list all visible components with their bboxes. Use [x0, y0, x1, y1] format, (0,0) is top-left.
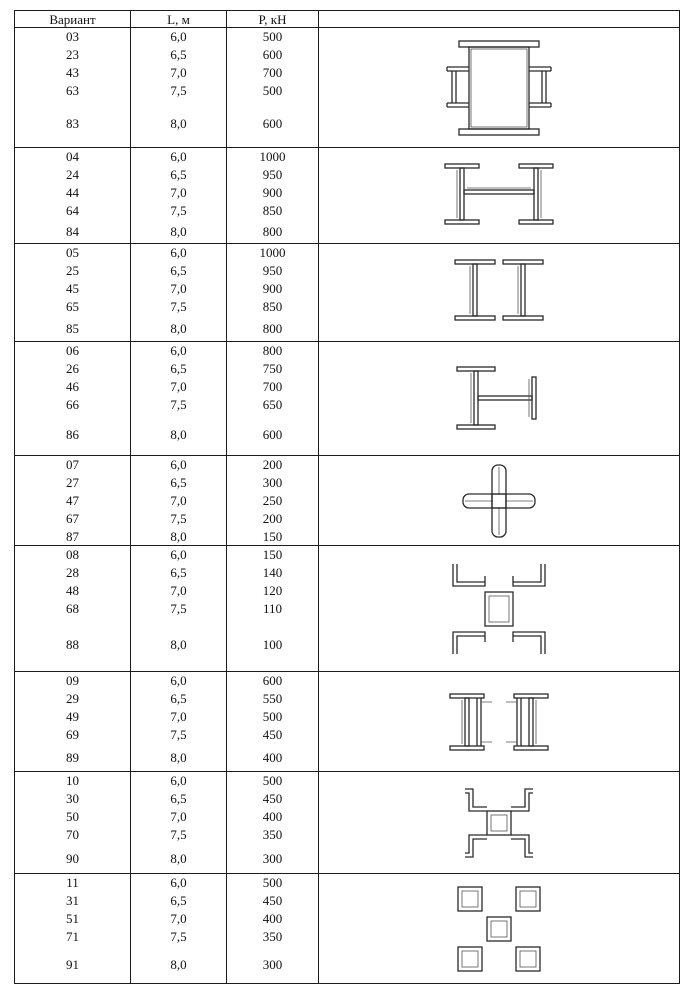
length-cell: 7,0 [131, 378, 227, 396]
header-section [319, 11, 680, 28]
load-cell: 100 [227, 618, 319, 672]
section-figure-cell [319, 244, 680, 342]
load-cell: 250 [227, 492, 319, 510]
length-cell: 6,0 [131, 28, 227, 46]
table-row [15, 874, 680, 892]
length-cell: 6,0 [131, 342, 227, 360]
header-length: L, м [131, 11, 227, 28]
variant-cell: 07 [15, 456, 131, 474]
load-cell: 400 [227, 910, 319, 928]
load-cell: 200 [227, 456, 319, 474]
load-cell: 700 [227, 378, 319, 396]
variant-cell: 64 [15, 202, 131, 220]
variant-cell: 30 [15, 790, 131, 808]
load-cell: 900 [227, 280, 319, 298]
section-figure-cell [319, 546, 680, 672]
length-cell: 6,5 [131, 46, 227, 64]
length-cell: 8,0 [131, 744, 227, 772]
table-row [15, 772, 680, 790]
load-cell: 850 [227, 202, 319, 220]
length-cell: 8,0 [131, 946, 227, 984]
four-small-angles-with-tube-section-icon [459, 781, 539, 865]
variant-cell: 43 [15, 64, 131, 82]
length-cell: 7,5 [131, 600, 227, 618]
variant-cell: 50 [15, 808, 131, 826]
load-cell: 750 [227, 360, 319, 378]
cruciform-section-icon [454, 459, 544, 543]
length-cell: 7,0 [131, 910, 227, 928]
load-cell: 600 [227, 672, 319, 690]
length-cell: 6,5 [131, 474, 227, 492]
variant-cell: 23 [15, 46, 131, 64]
variant-cell: 49 [15, 708, 131, 726]
section-figure-cell [319, 874, 680, 984]
length-cell: 8,0 [131, 528, 227, 546]
load-cell: 150 [227, 528, 319, 546]
load-cell: 800 [227, 316, 319, 342]
length-cell: 6,0 [131, 546, 227, 564]
length-cell: 7,0 [131, 808, 227, 826]
two-i-beams-with-web-plate-section-icon [439, 158, 559, 233]
length-cell: 8,0 [131, 316, 227, 342]
variants-table [14, 10, 680, 984]
table-row [15, 342, 680, 360]
load-cell: 450 [227, 726, 319, 744]
length-cell: 6,0 [131, 456, 227, 474]
load-cell: 550 [227, 690, 319, 708]
variant-cell: 63 [15, 82, 131, 100]
variant-cell: 83 [15, 100, 131, 148]
load-cell: 450 [227, 790, 319, 808]
length-cell: 6,5 [131, 690, 227, 708]
length-cell: 6,0 [131, 244, 227, 262]
variant-cell: 48 [15, 582, 131, 600]
length-cell: 7,5 [131, 726, 227, 744]
load-cell: 120 [227, 582, 319, 600]
length-cell: 8,0 [131, 844, 227, 874]
variant-cell: 65 [15, 298, 131, 316]
section-figure-cell [319, 456, 680, 546]
length-cell: 6,5 [131, 892, 227, 910]
variant-cell: 91 [15, 946, 131, 984]
length-cell: 7,5 [131, 298, 227, 316]
load-cell: 350 [227, 826, 319, 844]
load-cell: 650 [227, 396, 319, 414]
variant-cell: 69 [15, 726, 131, 744]
length-cell: 7,0 [131, 708, 227, 726]
load-cell: 950 [227, 166, 319, 184]
length-cell: 6,0 [131, 772, 227, 790]
length-cell: 7,0 [131, 184, 227, 202]
load-cell: 300 [227, 474, 319, 492]
load-cell: 500 [227, 772, 319, 790]
length-cell: 7,5 [131, 826, 227, 844]
variant-cell: 67 [15, 510, 131, 528]
variant-cell: 87 [15, 528, 131, 546]
variant-cell: 11 [15, 874, 131, 892]
load-cell: 500 [227, 708, 319, 726]
length-cell: 8,0 [131, 100, 227, 148]
length-cell: 7,5 [131, 510, 227, 528]
length-cell: 6,5 [131, 790, 227, 808]
variant-cell: 04 [15, 148, 131, 166]
length-cell: 6,0 [131, 148, 227, 166]
length-cell: 7,5 [131, 82, 227, 100]
i-beam-with-tee-section-icon [449, 359, 549, 439]
variant-cell: 86 [15, 414, 131, 456]
variant-cell: 29 [15, 690, 131, 708]
variant-cell: 08 [15, 546, 131, 564]
load-cell: 350 [227, 928, 319, 946]
table-row [15, 456, 680, 474]
load-cell: 500 [227, 82, 319, 100]
load-cell: 110 [227, 600, 319, 618]
length-cell: 6,5 [131, 360, 227, 378]
length-cell: 7,0 [131, 64, 227, 82]
load-cell: 500 [227, 874, 319, 892]
variant-cell: 46 [15, 378, 131, 396]
length-cell: 7,5 [131, 396, 227, 414]
variant-cell: 66 [15, 396, 131, 414]
section-figure-cell [319, 672, 680, 772]
length-cell: 6,5 [131, 166, 227, 184]
variant-cell: 45 [15, 280, 131, 298]
header-load: P, кН [227, 11, 319, 28]
two-i-beams-side-by-side-section-icon [449, 254, 549, 332]
variant-cell: 09 [15, 672, 131, 690]
load-cell: 700 [227, 64, 319, 82]
variant-cell: 25 [15, 262, 131, 280]
section-figure-cell [319, 772, 680, 874]
variant-cell: 70 [15, 826, 131, 844]
two-channels-with-plates-section-icon [439, 35, 559, 140]
variant-cell: 05 [15, 244, 131, 262]
table-row [15, 244, 680, 262]
section-figure-cell [319, 28, 680, 148]
table-header-row [15, 11, 680, 28]
load-cell: 800 [227, 342, 319, 360]
four-angles-with-tube-section-icon [447, 554, 551, 664]
load-cell: 300 [227, 946, 319, 984]
table-row [15, 148, 680, 166]
variant-cell: 51 [15, 910, 131, 928]
load-cell: 300 [227, 844, 319, 874]
table-row [15, 28, 680, 46]
variant-cell: 24 [15, 166, 131, 184]
length-cell: 7,0 [131, 582, 227, 600]
length-cell: 7,5 [131, 928, 227, 946]
variant-cell: 47 [15, 492, 131, 510]
table-row [15, 546, 680, 564]
load-cell: 600 [227, 414, 319, 456]
load-cell: 850 [227, 298, 319, 316]
table-row [15, 672, 680, 690]
variant-cell: 71 [15, 928, 131, 946]
load-cell: 140 [227, 564, 319, 582]
load-cell: 400 [227, 808, 319, 826]
variant-cell: 26 [15, 360, 131, 378]
length-cell: 6,5 [131, 262, 227, 280]
five-square-tubes-section-icon [452, 881, 546, 977]
length-cell: 8,0 [131, 414, 227, 456]
load-cell: 500 [227, 28, 319, 46]
load-cell: 1000 [227, 148, 319, 166]
length-cell: 6,0 [131, 874, 227, 892]
document-page [14, 10, 679, 992]
two-i-beams-with-channels-section-icon [444, 686, 554, 758]
length-cell: 6,0 [131, 672, 227, 690]
load-cell: 600 [227, 46, 319, 64]
load-cell: 900 [227, 184, 319, 202]
length-cell: 6,5 [131, 564, 227, 582]
variant-cell: 06 [15, 342, 131, 360]
load-cell: 150 [227, 546, 319, 564]
variant-cell: 27 [15, 474, 131, 492]
header-variant: Вариант [15, 11, 131, 28]
length-cell: 7,5 [131, 202, 227, 220]
load-cell: 450 [227, 892, 319, 910]
section-figure-cell [319, 342, 680, 456]
variant-cell: 31 [15, 892, 131, 910]
variant-cell: 68 [15, 600, 131, 618]
section-figure-cell [319, 148, 680, 244]
variant-cell: 84 [15, 220, 131, 244]
length-cell: 8,0 [131, 220, 227, 244]
variant-cell: 44 [15, 184, 131, 202]
load-cell: 950 [227, 262, 319, 280]
load-cell: 200 [227, 510, 319, 528]
variant-cell: 85 [15, 316, 131, 342]
load-cell: 600 [227, 100, 319, 148]
length-cell: 7,0 [131, 492, 227, 510]
length-cell: 7,0 [131, 280, 227, 298]
variant-cell: 90 [15, 844, 131, 874]
load-cell: 400 [227, 744, 319, 772]
variant-cell: 03 [15, 28, 131, 46]
variant-cell: 89 [15, 744, 131, 772]
variant-cell: 88 [15, 618, 131, 672]
load-cell: 800 [227, 220, 319, 244]
length-cell: 8,0 [131, 618, 227, 672]
load-cell: 1000 [227, 244, 319, 262]
variant-cell: 28 [15, 564, 131, 582]
variant-cell: 10 [15, 772, 131, 790]
